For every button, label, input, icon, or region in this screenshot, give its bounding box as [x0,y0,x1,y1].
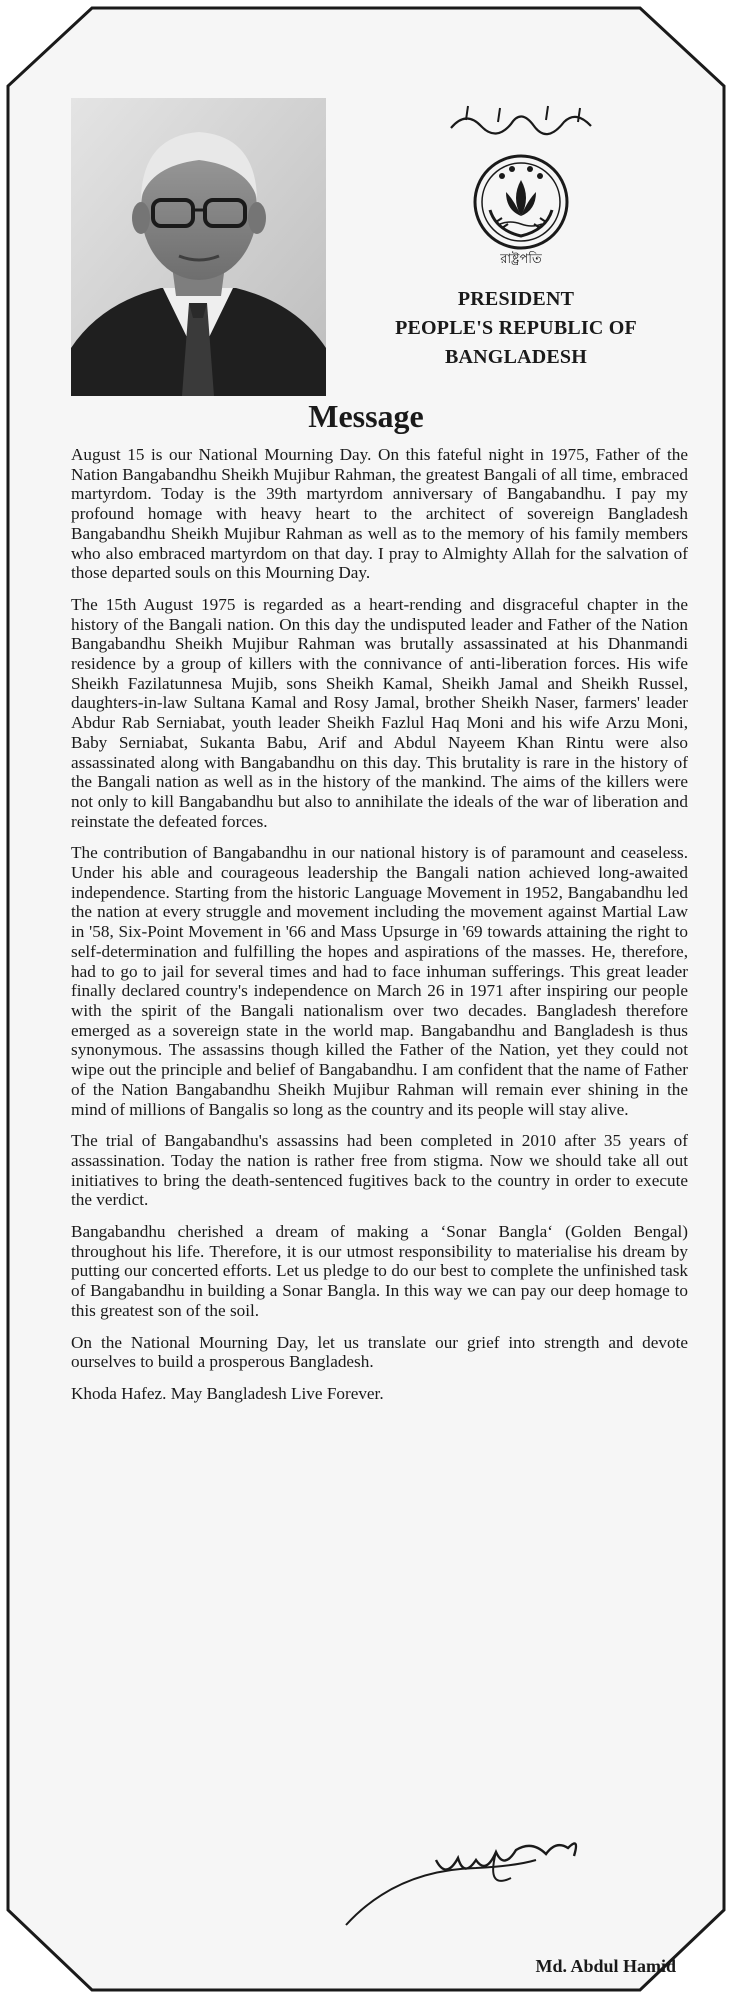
presidential-emblem-block [366,90,666,410]
paragraph: Bangabandhu cherished a dream of making a ‘Sonar Bangla‘ (Golden Bengal) throughout his life. Therefore, it is our utmost responsibility to materialise his dream by putting our concerted efforts. Let us pledge to do our best to complete the unfinished task of Bangabandhu in building a Sonar Bangla. In this way we can pay our deep homage to this greatest son of the soil. [71,1222,688,1320]
title-line-republic: PEOPLE'S REPUBLIC OF [395,317,637,339]
closing-line: Khoda Hafez. May Bangladesh Live Forever. [71,1383,384,1403]
title-line-country: BANGLADESH [444,346,588,368]
paragraph: On the National Mourning Day, let us translate our grief into strength and devote ourselves to build a prosperous Bangladesh. [71,1332,688,1372]
paragraph: August 15 is our National Mourning Day. On this fateful night in 1975, Father of the Nation Bangabandhu Sheikh Mujibur Rahman, the greatest Bangali of all time, embraced martyrdom. Today is the 39th martyrdom anniversary of Bangabandhu. I pay my profound homage with heavy heart to the architect of sovereign Bangladesh Bangabandhu Sheikh Mujibur Rahman as well as to the memory of his family members who also embraced martyrdom on that day. I pray to Almighty Allah for the salvation of those departed souls on this Mourning Day. [71,445,688,583]
page-title: Message [308,398,424,434]
signature-block [296,1830,676,1980]
title-line-president: PRESIDENT [457,288,575,310]
message-body [71,445,688,1416]
seal-caption: রাষ্ট্রপতি [500,252,542,267]
bismillah-calligraphy-icon [446,100,596,140]
presidential-seal-icon [466,150,576,280]
president-portrait [71,98,326,396]
paragraph: The 15th August 1975 is regarded as a heart-rending and disgraceful chapter in the history of the Bangali nation. On this day the undisputed leader and Father of the Nation Bangabandhu Sheikh Mujibur Rahman was brutally assassinated at his Dhanmandi residence by a group of killers with the connivance of anti-liberation forces. His wife Sheikh Fazilatunnesa Mujib, sons Sheikh Kamal, Sheikh Jamal and Sheikh Russel, daughters-in-law Sultana Kamal and Rosy Jamal, brother Sheikh Naser, farmers' leader Abdur Rab Serniabat, youth leader Sheikh Fazlul Haq Moni and his wife Arzu Moni, Baby Serniabat, Sukanta Babu, Arif and Abdul Nayeem Khan Rintu were also assassinated along with Bangabandhu on this day. This brutality is rare in the history of the Bangali nation as well as in the history of the mankind. The aims of the killers were not only to kill Bangabandhu but also to annihilate the ideals of the war of liberation and reinstate the defeated forces. [71,594,688,831]
signatory-name: Md. Abdul Hamid [535,1956,676,1976]
office-title [366,285,666,372]
paragraph: The trial of Bangabandhu's assassins had been completed in 2010 after 35 years of assassination. Today the nation is rather free from stigma. Now we should take all out initiatives to bring the death-sentenced fugitives back to the country in order to execute the verdict. [71,1131,688,1210]
paragraph: The contribution of Bangabandhu in our national history is of paramount and ceaseless. Under his able and courageous leadership the Bangali nation achieved long-awaited independence. Starting from the historic Language Movement in 1952, Bangabandhu led the nation at every struggle and movement including the movement against Martial Law in '58, Six-Point Movement in '66 and Mass Upsurge in '69 towards attaining the right to self-determination and fulfilling the hopes and aspirations of the masses. He, therefore, had to go to jail for several times and had to face inhuman sufferings. This great leader finally declared country's independence on March 26 in 1971 after inspiring our people with the spirit of the Bangali nationalism over two decades. Bangladesh therefore emerged as a sovereign state in the world map. Bangabandhu and Bangladesh is thus synonymous. The assassins though killed the Father of the Nation, yet they could not wipe out the principle and belief of Bangabandhu. I am confident that the name of Father of the Nation Bangabandhu Sheikh Mujibur Rahman will remain ever shining in the mind of millions of Bangalis so long as the country and its people will stay alive. [71,843,688,1119]
handwritten-signature-icon [336,1830,636,1940]
